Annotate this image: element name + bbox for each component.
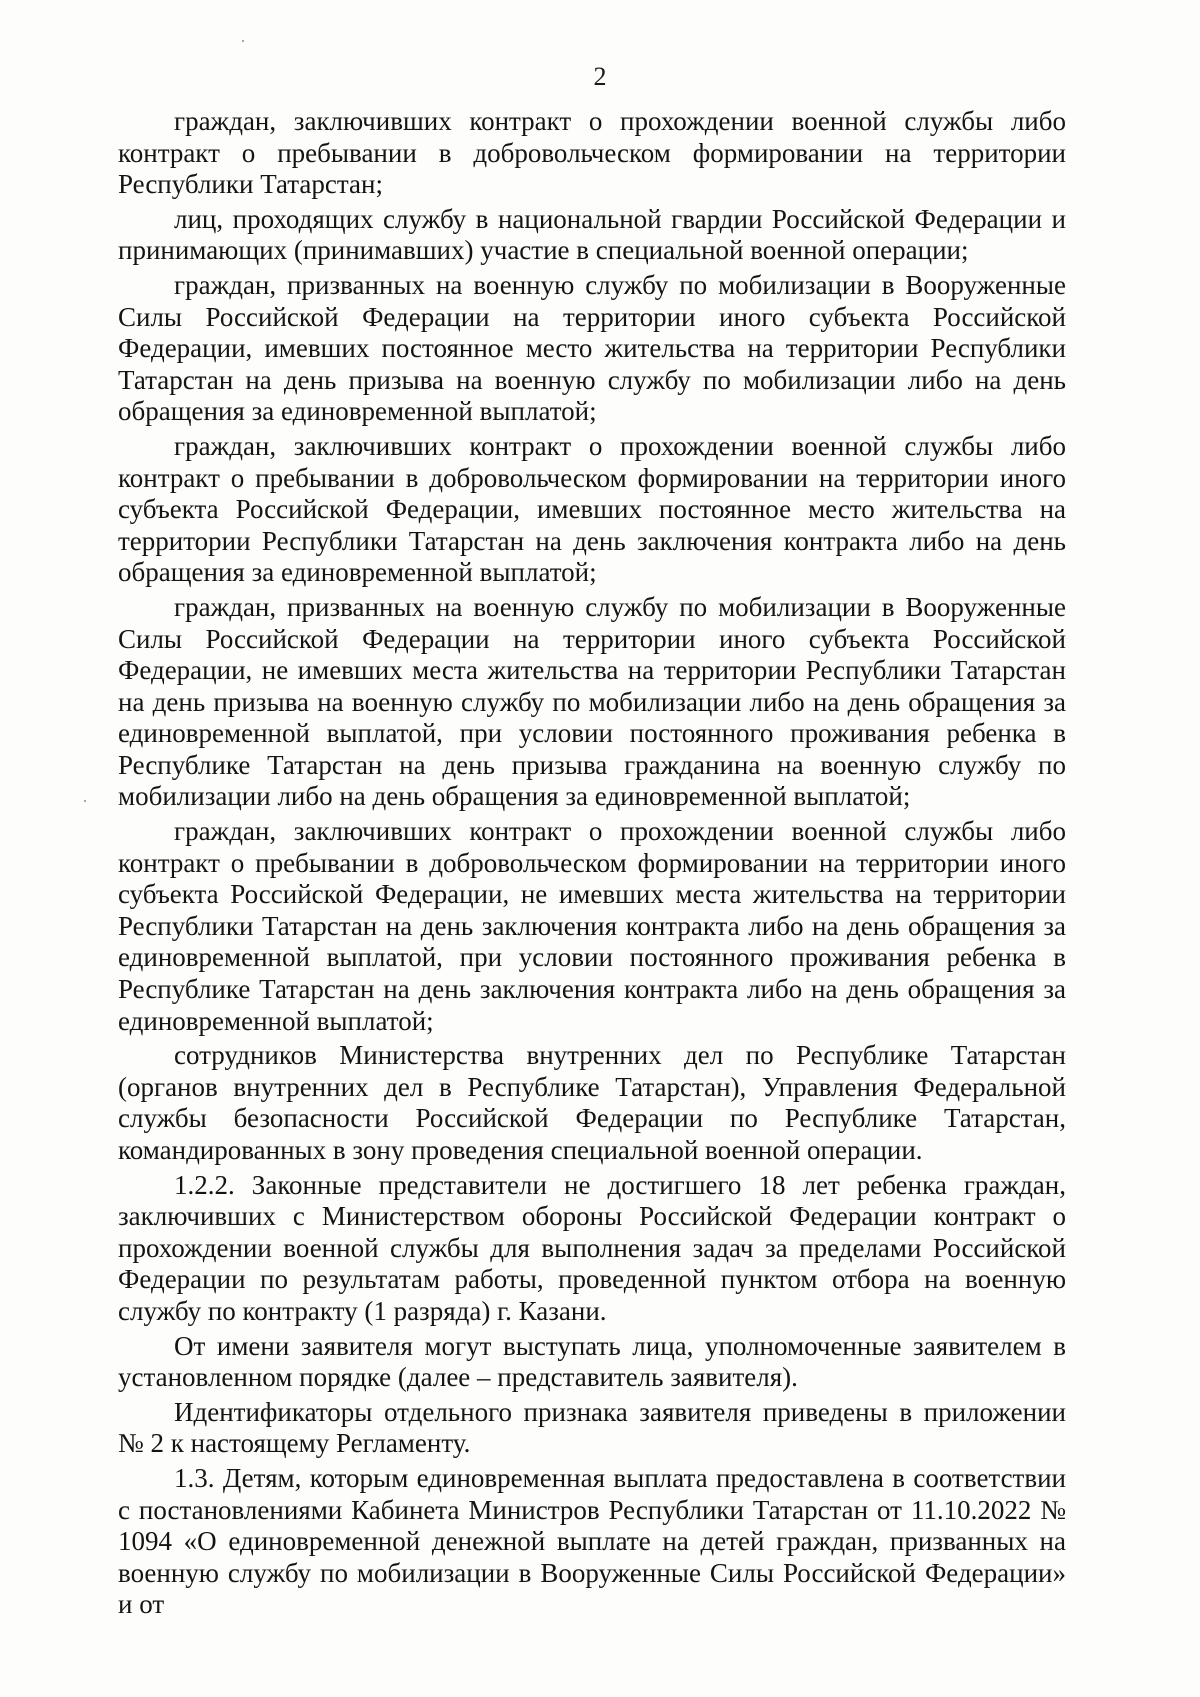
document-body [118,106,1066,1624]
paragraph-section-1-2-2: 1.2.2. Законные представители не достигшего 18 лет ребенка граждан, заключивших с Министерством обороны Российской Федерации контракт о прохождении военной службы для выполнения задач за пределами Российской Федерации по результатам работы, проведенной пунктом отбора на военную службу по контракту (1 разряда) г. Казани. [118,1169,1066,1326]
paragraph: граждан, призванных на военную службу по мобилизации в Вооруженные Силы Российской Федерации на территории иного субъекта Российской Федерации, имевших постоянное место жительства на территории Республики Татарстан на день призыва на военную службу по мобилизации либо на день обращения за единовременной выплатой; [118,269,1066,427]
paragraph: граждан, призванных на военную службу по мобилизации в Вооруженные Силы Российской Федерации на территории иного субъекта Российской Федерации, не имевших места жительства на территории Республики Татарстан на день призыва на военную службу по мобилизации либо на день обращения за единовременной выплатой, при условии постоянного проживания ребенка в Республике Татарстан на день призыва гражданина на военную службу по мобилизации либо на день обращения за единовременной выплатой; [118,591,1066,812]
paragraph: граждан, заключивших контракт о прохождении военной службы либо контракт о пребывании в добровольческом формировании на территории Республики Татарстан; [118,106,1066,200]
paragraph: граждан, заключивших контракт о прохождении военной службы либо контракт о пребывании в добровольческом формировании на территории иного субъекта Российской Федерации, не имевших места жительства на территории Республики Татарстан на день заключения контракта либо на день обращения за единовременной выплатой, при условии постоянного проживания ребенка в Республике Татарстан на день заключения контракта либо на день обращения за единовременной выплатой; [118,816,1066,1036]
paragraph: Идентификаторы отдельного признака заявителя приведены в приложении № 2 к настоящему Регламенту. [118,1396,1066,1459]
paragraph: От имени заявителя могут выступать лица, уполномоченные заявителем в установленном порядке (далее – представитель заявителя). [118,1330,1066,1393]
paragraph: лиц, проходящих службу в национальной гвардии Российской Федерации и принимающих (принимавших) участие в специальной военной операции; [118,203,1066,266]
paragraph-section-1-3: 1.3. Детям, которым единовременная выплата предоставлена в соответствии с постановлениями Кабинета Министров Республики Татарстан от 11.10.2022 № 1094 «О единовременной денежной выплате на детей граждан, призванных на военную службу по мобилизации в Вооруженные Силы Российской Федерации» и от [118,1462,1066,1620]
page-number: 2 [593,62,607,91]
paragraph: сотрудников Министерства внутренних дел по Республике Татарстан (органов внутренних дел в Республике Татарстан), Управления Федеральной службы безопасности Российской Федерации по Республике Татарстан, командированных в зону проведения специальной военной операции. [118,1040,1066,1165]
scan-speck [84,800,86,802]
scan-speck [242,40,244,42]
paragraph: граждан, заключивших контракт о прохождении военной службы либо контракт о пребывании в добровольческом формировании на территории иного субъекта Российской Федерации, имевших постоянное место жительства на территории Республики Татарстан на день заключения контракта либо на день обращения за единовременной выплатой; [118,430,1066,588]
